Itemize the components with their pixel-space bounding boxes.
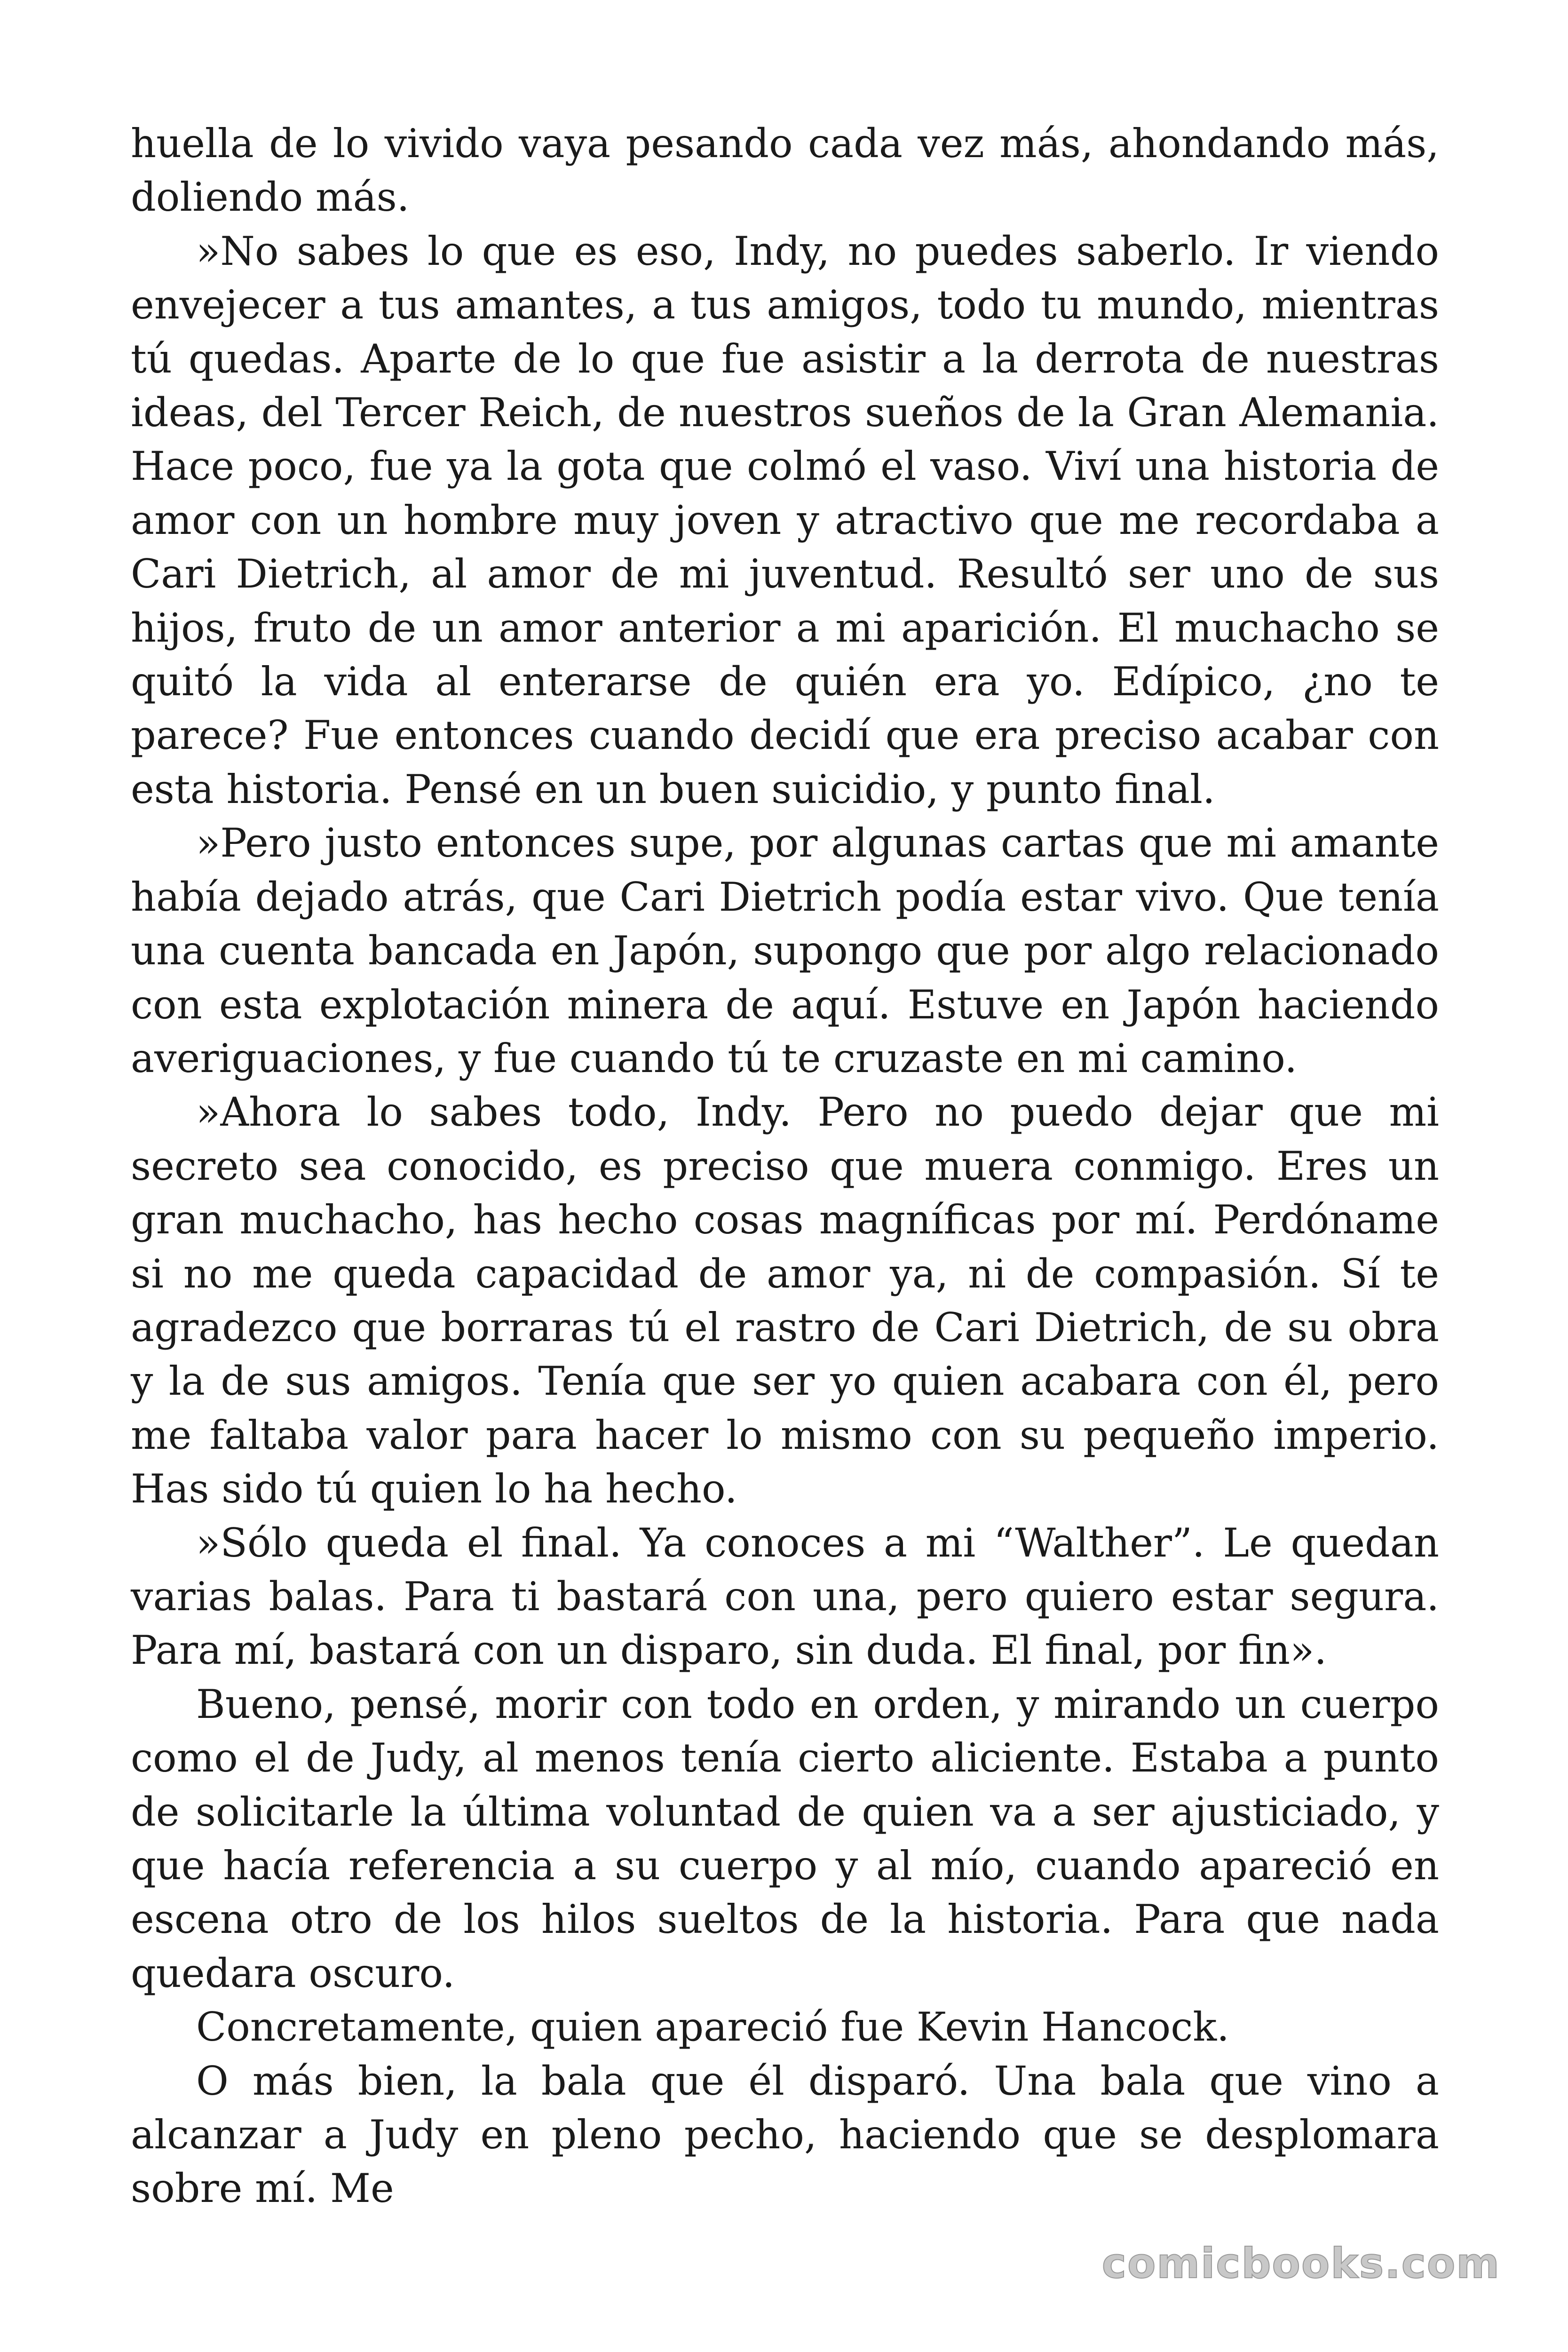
paragraph: O más bien, la bala que él disparó. Una bala que vino a alcanzar a Judy en pleno pecho, haciendo que se desplomara sobre mí. Me	[131, 2058, 1439, 2212]
paragraph: Bueno, pensé, morir con todo en orden, y mirando un cuerpo como el de Judy, al menos tenía cierto aliciente. Estaba a punto de solicitarle la última voluntad de quien va a ser ajusticiado, y que hacía referencia a su cuerpo y al mío, cuando apareció en escena otro de los hilos sueltos de la historia. Para que nada quedara oscuro.	[131, 1681, 1439, 1996]
paragraph: »Sólo queda el final. Ya conoces a mi “Walther”. Le quedan varias balas. Para ti bastará con una, pero quiero estar segura. Para mí, bastará con un disparo, sin duda. El final, por fin».	[131, 1519, 1439, 1674]
paragraph: »Pero justo entonces supe, por algunas cartas que mi amante había dejado atrás, que Cari Dietrich podía estar vivo. Que tenía una cuenta bancada en Japón, supongo que por algo relacionado con esta explotación minera de aquí. Estuve en Japón haciendo averiguaciones, y fue cuando tú te cruzaste en mi camino.	[131, 820, 1439, 1081]
paragraph: »Ahora lo sabes todo, Indy. Pero no puedo dejar que mi secreto sea conocido, es preciso que muera conmigo. Eres un gran muchacho, has hecho cosas magníficas por mí. Perdóname si no me queda capacidad de amor ya, ni de compasión. Sí te agradezco que borraras tú el rastro de Cari Dietrich, de su obra y la de sus amigos. Tenía que ser yo quien acabara con él, pero me faltaba valor para hacer lo mismo con su pequeño imperio. Has sido tú quien lo ha hecho.	[131, 1089, 1439, 1512]
paragraph: »No sabes lo que es eso, Indy, no puedes saberlo. Ir viendo envejecer a tus amantes, a tus amigos, todo tu mundo, mientras tú quedas. Aparte de lo que fue asistir a la derrota de nuestras ideas, del Tercer Reich, de nuestros sueños de la Gran Alemania. Hace poco, fue ya la gota que colmó el vaso. Viví una historia de amor con un hombre muy joven y atractivo que me recordaba a Cari Dietrich, al amor de mi juventud. Resultó ser uno de sus hijos, fruto de un amor anterior a mi aparición. El muchacho se quitó la vida al enterarse de quién era yo. Edípico, ¿no te parece? Fue entonces cuando decidí que era preciso acabar con esta historia. Pensé en un buen suicidio, y punto final.	[131, 228, 1439, 812]
page-body	[131, 117, 1439, 2216]
watermark: comicbooks.com	[1101, 2239, 1500, 2288]
paragraph-continuation: huella de lo vivido vaya pesando cada vez más, ahondando más, doliendo más.	[131, 120, 1439, 221]
paragraph: Concretamente, quien apareció fue Kevin Hancock.	[196, 2004, 1229, 2050]
